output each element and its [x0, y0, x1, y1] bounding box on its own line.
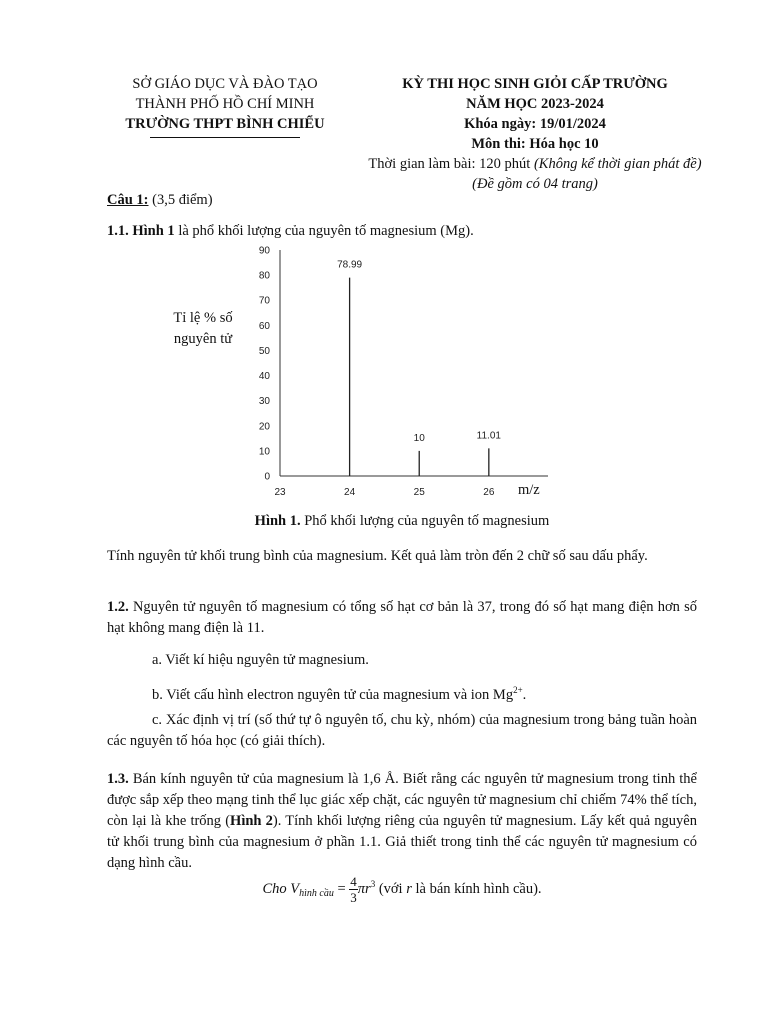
page-count: (Đề gồm có 04 trang) [472, 176, 598, 192]
y-tick-label: 90 [258, 245, 270, 257]
question-1-heading [107, 190, 697, 211]
question-1-1-number: 1.1. [107, 223, 133, 239]
y-tick-label: 60 [258, 320, 270, 332]
y-tick-label: 80 [258, 270, 270, 282]
sphere-volume-formula [107, 872, 697, 906]
x-tick-label: 25 [413, 487, 425, 498]
question-1-2-b [152, 680, 712, 706]
x-tick-label: 26 [483, 487, 495, 498]
question-1-3-text-2: . Biết rằng các nguyên tử magnesium trong tinh thể được sắp xếp theo mạng tinh thể lục giác xếp chặt, các nguyên tử magnesium chỉ chiếm 74% thể tích, còn lại là khe trống ( [107, 771, 697, 829]
department-name: SỞ GIÁO DỤC VÀ ĐÀO TẠO [132, 76, 318, 92]
formula-exponent: 3 [370, 879, 376, 889]
y-tick-label: 10 [258, 446, 270, 458]
chart-ylabel [163, 308, 243, 350]
question-1-2-c: c. Xác định vị trí (số thứ tự ô nguyên tố, chu kỳ, nhóm) của magnesium trong bảng tuần hoàn các nguyên tố hóa học (có giải thích). [107, 712, 697, 749]
formula-note-a: (với [375, 880, 407, 897]
school-name: TRƯỜNG THPT BÌNH CHIỂU [125, 116, 325, 132]
exam-header [340, 74, 730, 194]
question-1-2-a: a. Viết kí hiệu nguyên tử magnesium. [152, 652, 369, 668]
formula-note-r: r [406, 880, 412, 897]
exam-duration [340, 154, 730, 174]
y-tick-label: 30 [258, 396, 270, 408]
figure-1-reference: Hình 1 [132, 223, 175, 239]
y-tick-label: 50 [258, 345, 270, 357]
header-underline [150, 137, 300, 138]
caption-label: Hình 1. [254, 513, 301, 529]
question-1-3-text-3: ). Tính khối lượng riêng của nguyên tử magnesium. Lấy kết quả nguyên tử khối trung bình của magnesium ở phần 1.1. Giả thiết trong tinh thể các nguyên tử magnesium có dạng hình cầu. [107, 813, 697, 871]
figure-1-caption [107, 513, 697, 530]
school-year: NĂM HỌC 2023-2024 [466, 96, 604, 112]
exam-title: KỲ THI HỌC SINH GIỎI CẤP TRƯỜNG [402, 76, 668, 92]
question-1-2-text: Nguyên tử nguyên tố magnesium có tổng số hạt cơ bản là 37, trong đó số hạt mang điện hơn số hạt không mang điện là 11. [107, 599, 697, 636]
question-1-1 [107, 221, 697, 242]
question-1-2 [107, 597, 697, 639]
formula-v: Cho V [262, 880, 300, 897]
chart-xlabel: m/z [518, 482, 540, 498]
duration-text: Thời gian làm bài: 120 phút [368, 156, 534, 172]
x-tick-label: 24 [344, 487, 356, 498]
question-1-2-number: 1.2. [107, 599, 129, 615]
question-1-1-text: là phổ khối lượng của nguyên tố magnesium (Mg). [174, 223, 474, 239]
mass-spectrum-chart [240, 240, 560, 502]
ylabel-line-2: nguyên tử [173, 331, 233, 347]
ylabel-line-1: Tỉ lệ % số [173, 310, 233, 326]
formula-pi-r: πr [357, 880, 371, 897]
question-1-3-text-1: Bán kính nguyên tử của magnesium là 1,6 [128, 771, 385, 787]
ion-charge: 2+ [513, 685, 523, 695]
exam-date: Khóa ngày: 19/01/2024 [464, 116, 606, 132]
question-1-3 [107, 769, 697, 874]
y-tick-label: 40 [258, 371, 270, 383]
formula-note-b: là bán kính hình cầu). [411, 880, 542, 897]
fraction-denominator: 3 [350, 890, 357, 905]
city-name: THÀNH PHỐ HỒ CHÍ MINH [135, 96, 315, 112]
data-label: 10 [413, 432, 425, 444]
question-1-label: Câu 1: [107, 192, 149, 208]
duration-note: (Không kể thời gian phát đề) [533, 156, 702, 172]
question-1-points: (3,5 điểm) [148, 192, 213, 208]
y-tick-label: 20 [258, 421, 270, 433]
question-1-2-b-end: . [522, 686, 527, 703]
question-1-3-number: 1.3. [107, 771, 129, 787]
data-label: 78.99 [337, 259, 363, 271]
angstrom-unit: Å [384, 771, 396, 787]
school-header [100, 74, 350, 138]
data-label: 11.01 [476, 430, 501, 442]
question-1-1-task: Tính nguyên tử khối trung bình của magnesium. Kết quả làm tròn đến 2 chữ số sau dấu phẩy. [107, 548, 648, 564]
formula-fraction [349, 874, 358, 905]
y-tick-label: 70 [258, 295, 270, 307]
fraction-numerator: 4 [350, 874, 357, 889]
exam-subject: Môn thi: Hóa học 10 [471, 136, 599, 152]
figure-2-reference: Hình 2 [230, 813, 273, 829]
x-tick-label: 23 [274, 487, 286, 498]
question-1-2-b-text: b. Viết cấu hình electron nguyên tử của magnesium và ion Mg [152, 686, 514, 703]
y-tick-label: 0 [264, 471, 270, 483]
formula-equals: = [333, 880, 350, 897]
formula-subscript: hình cầu [299, 887, 334, 899]
caption-text: Phổ khối lượng của nguyên tố magnesium [300, 513, 550, 529]
